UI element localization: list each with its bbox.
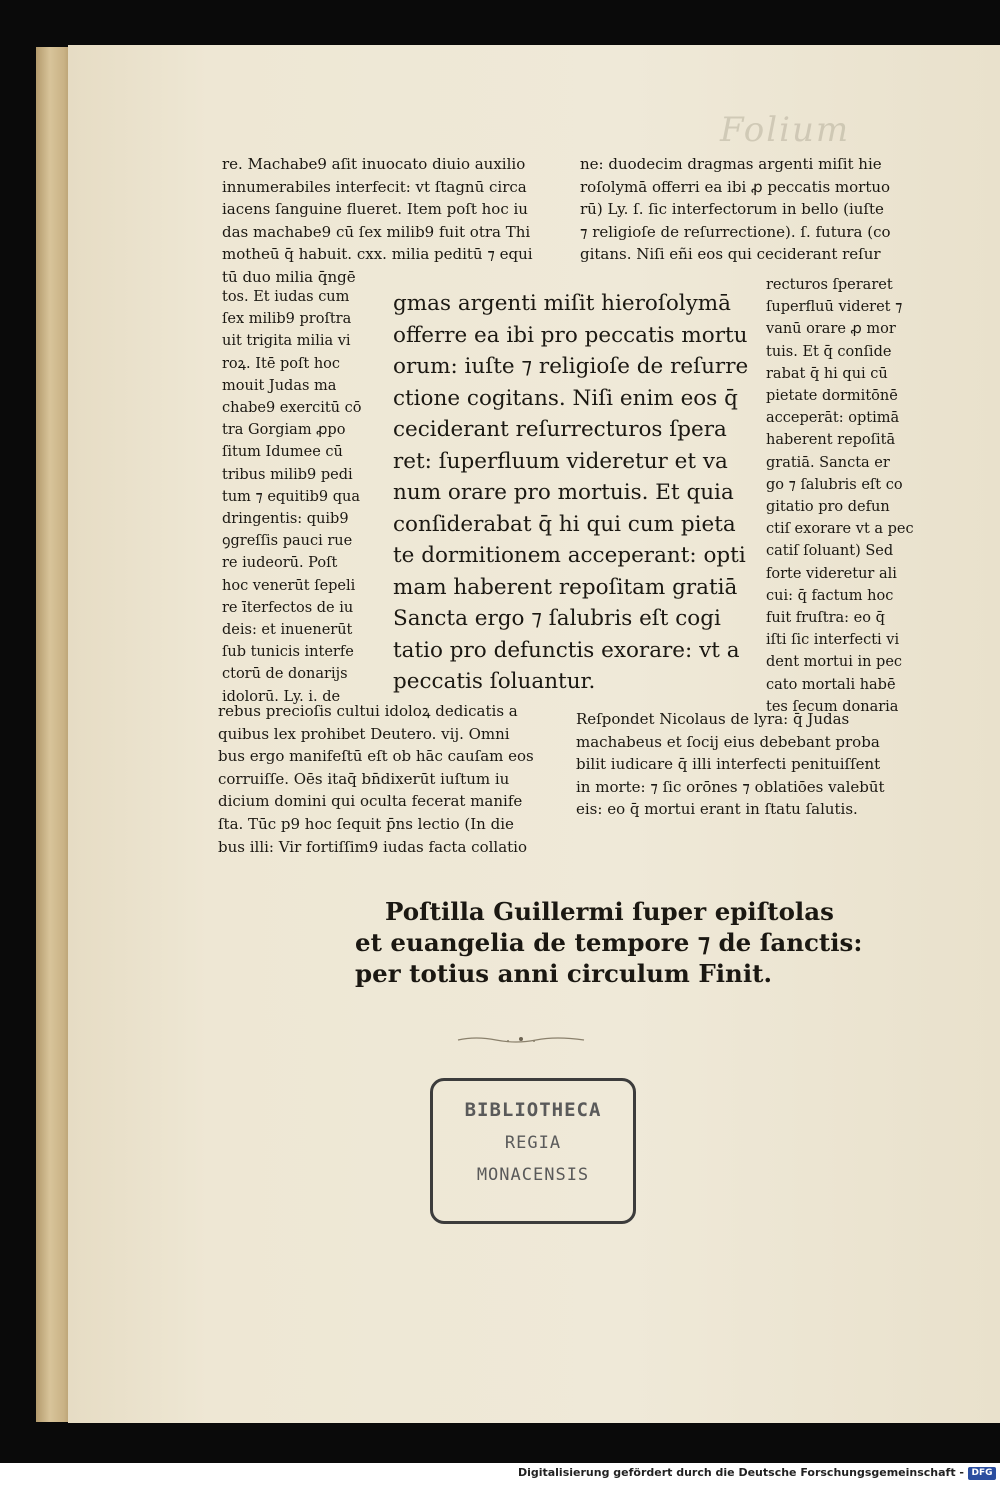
text-line: bus ergo manifeſtū eſt ob hāc cauſam eos bbox=[218, 747, 534, 766]
text-line: peccatis ſoluantur. bbox=[393, 669, 596, 694]
colophon-line: per totius anni circulum Finit. bbox=[355, 959, 773, 988]
text-line: ſex milib9 proſtra bbox=[222, 311, 352, 328]
text-line: pietate dormitōnē bbox=[766, 388, 898, 405]
text-line: ꝯgreſſis pauci rue bbox=[222, 533, 353, 550]
text-line: tū duo milia q̄ngē bbox=[222, 267, 356, 286]
text-line: idolorū. Ly. i. de bbox=[222, 688, 341, 705]
text-line: dicium domini qui oculta fecerat manife bbox=[218, 792, 523, 811]
text-line: rebus precioſis cultui idoloꝝ dedicatis a bbox=[218, 702, 518, 720]
text-line: tuis. Et q̄ conſide bbox=[766, 343, 892, 360]
text-line: recturos ſperaret bbox=[766, 277, 893, 293]
text-line: hoc venerūt ſepeli bbox=[222, 577, 356, 594]
text-line: ſitum Idumee cū bbox=[222, 444, 343, 461]
colophon-line: et euangelia de tempore ⁊ de ſanctis: bbox=[355, 928, 863, 957]
narrow-left-column bbox=[222, 286, 361, 708]
footer-bar bbox=[0, 1463, 1000, 1485]
stamp-line: REGIA bbox=[504, 1133, 562, 1153]
text-line: Reſpondet Nicolaus de lyra: q̄ Judas bbox=[576, 710, 850, 728]
text-line: go ⁊ ſalubris eſt co bbox=[766, 476, 903, 493]
text-line: iacens ſanguine flueret. Item poſt hoc iu bbox=[222, 200, 528, 219]
text-line: deis: et inuenerūt bbox=[222, 622, 353, 639]
text-line: num orare pro mortuis. Et quia bbox=[393, 480, 734, 505]
stamp-line: MONACENSIS bbox=[476, 1165, 590, 1185]
printer-ornament-icon bbox=[456, 1032, 586, 1046]
text-line: roſolymā offerri ea ibi ꝓ peccatis mortuo bbox=[580, 177, 891, 196]
text-line: ſuperfluū videret ⁊ bbox=[766, 299, 903, 316]
text-line: ne: duodecim dragmas argenti miſit hie bbox=[580, 155, 882, 173]
text-line: ctorū de donarijs bbox=[222, 666, 348, 683]
text-line: machabeus et ſocij eius debebant proba bbox=[576, 732, 880, 751]
text-line: acceperāt: optimā bbox=[766, 410, 900, 427]
left-bottom-column bbox=[218, 700, 534, 858]
dfg-logo-icon: DFG bbox=[968, 1467, 996, 1480]
text-line: catiſ ſoluant) Sed bbox=[766, 543, 894, 560]
text-line: tos. Et iudas cum bbox=[222, 289, 350, 305]
text-line: gitatio pro defun bbox=[766, 499, 890, 516]
text-line: ceciderant reſurrecturos ſpera bbox=[393, 417, 727, 442]
text-line: rabat q̄ hi qui cū bbox=[766, 365, 888, 382]
text-line: gmas argenti miſit hieroſolymā bbox=[393, 291, 731, 316]
text-line: offerre ea ibi pro peccatis mortu bbox=[393, 322, 748, 348]
colophon-line: Poſtilla Guillermi ſuper epiſtolas bbox=[385, 897, 834, 926]
text-line: te dormitionem acceperant: opti bbox=[393, 543, 746, 568]
text-line: gratiā. Sancta er bbox=[766, 454, 890, 471]
text-line: ſub tunicis interfe bbox=[222, 644, 354, 661]
text-line: roꝝ. Itē poſt hoc bbox=[222, 355, 341, 372]
text-line: re īterfectos de iu bbox=[222, 599, 354, 616]
text-line: quibus lex prohibet Deutero. vij. Omni bbox=[218, 724, 510, 743]
text-line: tribus milib9 pedi bbox=[222, 466, 353, 483]
left-top-column bbox=[222, 153, 533, 289]
text-line: uit trigita milia vi bbox=[222, 333, 351, 350]
text-line: ctione cogitans. Niſi enim eos q̄ bbox=[393, 385, 738, 411]
text-line: gitans. Niſi eñi eos qui ceciderant reſur bbox=[580, 245, 881, 264]
text-line: motheū q̄ habuit. cxx. milia peditū ⁊ equi bbox=[222, 245, 533, 264]
text-line: das machabe9 cū ſex milib9 fuit otra Thi bbox=[222, 222, 531, 241]
text-line: ret: ſuperfluum videretur et va bbox=[393, 448, 728, 474]
text-line: mouit Judas ma bbox=[222, 377, 337, 394]
funding-notice: Digitalisierung gefördert durch die Deutsche Forschungsgemeinschaft - bbox=[517, 1466, 964, 1479]
text-line: fuit fruſtra: eo q̄ bbox=[766, 610, 885, 627]
text-line: rū) Ly. ſ. ſic interfectorum in bello (iuſte bbox=[580, 200, 884, 219]
text-line: tatio pro defunctis exorare: vt a bbox=[393, 637, 740, 663]
text-line: ⁊ religioſe de reſurrectione). ſ. futura (co bbox=[580, 222, 891, 241]
text-line: mam haberent repoſitam gratiā bbox=[393, 574, 738, 600]
text-line: innumerabiles interfecit: vt ſtagnū circa bbox=[222, 177, 527, 196]
text-line: conſiderabat q̄ hi qui cum pieta bbox=[393, 511, 736, 537]
text-line: tes ſecum donaria bbox=[766, 698, 899, 715]
text-line: cui: q̄ factum hoc bbox=[766, 587, 894, 604]
text-line: re. Machabe9 aſit inuocato diuio auxilio bbox=[222, 155, 526, 173]
text-line: tum ⁊ equitib9 qua bbox=[222, 488, 361, 505]
text-line: iſti ſic interfecti vi bbox=[766, 632, 900, 649]
text-line: orum: iuſte ⁊ religioſe de reſurre bbox=[393, 354, 749, 379]
central-text-block bbox=[393, 288, 748, 698]
text-line: corruiſſe. Oēs itaq̄ bn̄dixerūt iuſtum iu bbox=[218, 769, 510, 788]
text-line: chabe9 exercitū cō bbox=[222, 400, 362, 417]
text-line: dringentis: quib9 bbox=[222, 511, 349, 528]
text-line: vanū orare ꝓ mor bbox=[766, 321, 896, 338]
right-top-column bbox=[580, 153, 891, 266]
text-line: bilit iudicare q̄ illi interfecti penituiſſent bbox=[576, 755, 881, 774]
text-line: eis: eo q̄ mortui erant in ſtatu ſalutis. bbox=[576, 800, 858, 819]
text-line: forte videretur ali bbox=[766, 565, 897, 582]
text-line: tra Gorgiam ꝓpo bbox=[222, 422, 346, 439]
text-line: cato mortali habē bbox=[766, 676, 896, 693]
library-stamp bbox=[430, 1078, 636, 1224]
text-line: re iudeorū. Poſt bbox=[222, 555, 338, 572]
bleed-through-heading: Folium bbox=[720, 110, 851, 150]
text-line: dent mortui in pec bbox=[766, 654, 903, 671]
text-line: bus illi: Vir fortiſſim9 iudas facta collatio bbox=[218, 837, 527, 856]
narrow-right-column bbox=[766, 274, 914, 718]
stamp-line: BIBLIOTHECA bbox=[464, 1099, 602, 1121]
text-line: ctiſ exorare vt a pec bbox=[766, 521, 914, 538]
right-bottom-column bbox=[576, 708, 885, 821]
text-line: ſta. Tūc p9 hoc ſequit p̄ns lectio (In die bbox=[218, 814, 514, 833]
colophon bbox=[355, 896, 862, 989]
text-line: haberent repoſitā bbox=[766, 432, 896, 449]
text-line: Sancta ergo ⁊ ſalubris eſt cogi bbox=[393, 606, 721, 631]
text-line: in morte: ⁊ ſic orōnes ⁊ oblatiōes valebūt bbox=[576, 777, 885, 796]
